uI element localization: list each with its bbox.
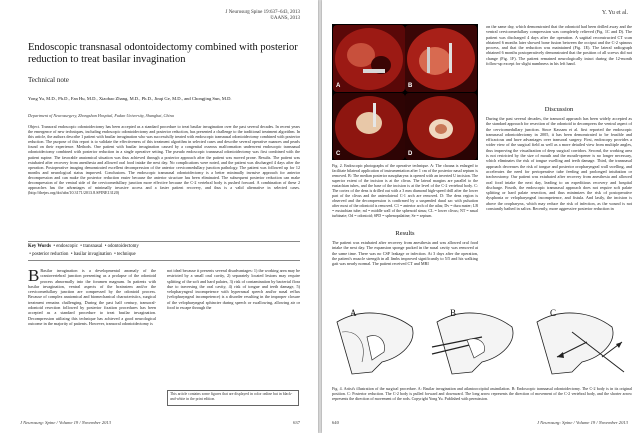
article-title: Endoscopic transnasal odontoidectomy combined with posterior reduction to treat basilar invagination <box>28 42 298 65</box>
affiliation: Department of Neurosurgery, Zhongshan Hospital, Fudan University, Shanghai, China <box>28 113 174 118</box>
endoscopic-image <box>405 25 477 92</box>
article-subtitle: Technical note <box>28 76 69 84</box>
endoscopic-photo-c <box>333 93 405 160</box>
results-text: The patient was extubated after recovery from anesthesia and was allowed oral food intake the next day. The expansion sponge packed in the nasal cavity was removed at the same time. There was no CSF leakage or infection. At 3 days after the operation, the patient's muscle strength in all limbs improved significantly to 5/5 and his walking gait was nearly normal. The patient received CT and MRI <box>332 240 478 267</box>
body-column-1 <box>28 268 156 413</box>
figure-2-caption: Fig. 2. Endoscopic photographs of the operative technique. A: The choana is enlarged to facilitate bilateral application of instrumentation after 1 cm of the posterior nasal septum is removed. B: The median posterior nasopharynx is opened with an inverted U incision. The superior extent of the incision is at the clivus. The lateral margins are parallel to the eustachian tubes, and the base of the incision is at the level of the C-2 vertebral body. C: The cortex of the dens is drilled out with a 3 mm diamond high-speed drill after the lower part of the clivus and the anterolateral C-1 arch are removed. D: The dens region is observed and the decompression is confirmed by a suspended dural sac with pulsation after most of the odontoid is removed. C1 = anterior arch of the atlas; Dv = dura mater; LB = eustachian tube; ml = middle wall of the sphenoid sinus; CL = lower clivus; NT = nasal turbinate; Od = odontoid; SPD = sphenopalatine; Se = septum. <box>332 163 478 218</box>
right-page <box>322 0 640 433</box>
illustration-panel-b <box>432 308 513 374</box>
footer-journal: J Neurosurg: Spine / Volume 19 / November 2013 <box>20 420 112 425</box>
left-page <box>0 0 318 433</box>
endoscopic-image <box>333 93 405 160</box>
discussion-heading: Discussion <box>544 106 574 113</box>
photo-label: A <box>336 83 341 89</box>
body-text-col2: not ideal because it presents several disadvantages: 1) the working area may be restricted by a small oral cavity, 2) separately located lesions may require splitting of the soft and hard palates, 3) risk of contamination by bacterial flora due to traversing the oral cavity, 4) risk of tongue and teeth damage, 5) velopharyngeal incompetence with hypernasal speech and/or nasal reflux (velopharyngeal incompetence) is a disorder resulting in the improper closure of the velopharyngeal sphincter during speech or swallowing, allowing air or food to escape through the <box>167 268 300 311</box>
photo-label: C <box>336 151 341 157</box>
endoscopic-photo-a <box>333 25 405 92</box>
keyword: basilar invagination <box>73 252 112 257</box>
page-number: 640 <box>332 420 339 425</box>
surgical-illustration <box>332 302 632 384</box>
keyword: odontoidectomy <box>107 244 139 249</box>
footer-journal: J Neurosurg: Spine / Volume 19 / November 2013 <box>536 420 628 425</box>
endoscopic-image <box>333 25 405 92</box>
endoscopic-image <box>405 93 477 160</box>
journal-citation: J Neurosurg Spine 19:637–643, 2013 <box>225 10 300 15</box>
results-heading: Results <box>395 230 415 237</box>
body-text-col1: Basilar invagination is a developmental anomaly of the craniovertebral junction presenting as a prolapse of the odontoid process abnormally into the foramen magnum. In patients with basilar invagination, ventral aspects of the brainstem and/or the cervicomedullary junction are compressed by the odontoid process. Because of complex anatomical and biomechanical characteristics, surgical treatment remains challenging. During the past half century, transoral-odontoid resection followed by posterior fixation procedures has been accepted as a standard procedure to treat basilar invagination. Decompression utilizing this technique has achieved a good neurological outcome in the majority of patients. However, transoral odontoidectomy is <box>28 268 156 326</box>
body-column-2 <box>167 268 300 386</box>
right-column-text-top: on the same day, which demonstrated that the odontoid had been drilled away and the ventral cervicomedullary compression was completely relieved (Fig. 1C and D). The patient was discharged 4 days after the operation. A sagittal reconstructed CT scan obtained 6 months later showed bone fusion between the occiput and the C-2 spinous process, and that the reduction was maintained (Fig. 1E). The lateral radiograph obtained 6 months postoperatively demonstrated that the position of all screws did not change (Fig. 1F). The patient remained neurologically intact during the 12-month follow-up except for slight numbness in his left hand. <box>486 24 632 67</box>
keyword: technique <box>116 252 136 257</box>
color-figure-note: This article contains some figures that are displayed in color online but in black-and-white in the print edition. <box>167 390 299 406</box>
diagram-label: B <box>450 308 457 318</box>
illustration-panel-a <box>337 308 413 374</box>
endoscopic-photo-grid <box>332 24 478 160</box>
discussion-text: During the past several decades, the transoral approach has been widely accepted as the standard approach for resection of the odontoid to decompress the ventral aspect of the cervicomedullary junction. Since Kassam et al. first reported the endoscopic transnasal odontoidectomy in 2005, it has been demonstrated to be feasible and efficacious and have advantages over transoral surgery. First, endoscopy provides a wider view of the surgical field as well as a more detailed view from multiple angles, thus improving the visualization of deep surgical corridors. Second, the working area is not restricted by the size of mouth and the mouth-opener is no longer necessary, which eliminates the risk of tongue swelling and teeth damage. Third, the transnasal approach decreases the risk of tongue and posterior oropharyngeal wall swelling, and accelerates the need for perioperative tube feeding and prolonged intubation or tracheostomy. Our patient was extubated after recovery from anesthesia and allowed oral food intake the next day, leading to an expeditious recovery and hospital discharge. Fourth, the endoscopic transnasal approach does not require soft palate splitting or hard palate resection, and thus minimizes the risk of postoperative dysphonia or velopharyngeal incompetence, and fistula. And lastly, the incision is above the oropharynx, which may reduce the risk of infection, as the wound is not constantly bathed in saliva. Recently, more aggressive posterior reduction in <box>486 116 632 212</box>
endoscopic-photo-b <box>405 25 477 92</box>
figure-4-caption: Fig. 4. Artist's illustration of the surgical procedure. A: Basilar invagination and atlantooccipital assimilation. B: Endoscopic transnasal odontoidectomy. The C-2 body is in its original position. C: Posterior reduction. The C-2 body is pulled forward and downward. The long arrow represents the direction of movement of the C-2 vertebral body, and the shorter arrow represents the direction of movement of the rods. Copyright Yong Yu. Published with permission. <box>332 386 632 401</box>
copyright-line: ©AANS, 2013 <box>270 16 300 21</box>
photo-label: B <box>408 83 413 89</box>
keyword: posterior reduction <box>32 252 69 257</box>
author-list: Yong Yu, M.D., Ph.D., Fan Hu, M.D., Xiaobao Zhang, M.D., Ph.D., Jinqi Ge, M.D., and Chongjing Sun, M.D. <box>28 96 232 101</box>
journal-header <box>226 10 301 22</box>
running-header: Y. Yu et al. <box>601 10 628 16</box>
page-number: 637 <box>293 420 300 425</box>
drop-cap: B <box>28 268 40 285</box>
diagram-label: C <box>550 308 557 318</box>
keywords-label: Key Words <box>28 244 51 249</box>
keyword: endoscopic <box>56 244 78 249</box>
keywords-bar: Key Words • endoscopic • transnasal • odontoidectomy • posterior reduction • basilar invagination • technique <box>28 241 300 261</box>
diagram-label: A <box>350 308 357 318</box>
illustration-panel-c <box>537 308 624 374</box>
keyword: transnasal <box>83 244 103 249</box>
endoscopic-photo-d <box>405 93 477 160</box>
photo-label: D <box>408 151 413 157</box>
abstract: Object. Transoral endoscopic odontoidectomy has been accepted as a standard procedure to treat basilar invagination over the past several decades. In recent years the emergence of new techniques, including endoscopic odontoidectomy and posterior reduction, has presented a challenge to the traditional treatment algorithm. In this article, the authors describe 1 patient with basilar invagination who was successfully treated with endoscopic transnasal odontoidectomy combined with posterior reduction. The purpose of this report is to validate the effectiveness of this treatment algorithm in selected cases and describe several operative nuances and pearls found on their experience. Methods. One patient with basilar invagination caused by a congenital osseous malformation underwent endoscopic transnasal odontoidectomy combined with posterior reduction in a single operative setting. The pseudo endoscopic transnasal odontoidectomy was first combined with the patient supine. The favorable anatomical situation was thus achieved through a posterior approach after the patient was moved prone. Results. The patient was extubated after recovery from anesthesia and allowed oral food intake the next day. No complications were noted, and the patient was discharged 4 days after the operation. Postoperative imaging demonstrated excellent decompression of the anterior cervicomedullary junction pathology. The patient was followed up for 12 months and neurological status improved. Conclusions. The endoscopic transnasal odontoidectomy is a better minimally invasive approach for anterior decompression and can make the posterior reduction easier because the anterior structure has been eliminated. The subsequent posterior reduction can make decompression of the ventral side of the cervicomedullary junction more effective because the C-2 vertebral body is pushed forward. A combination of these 2 approaches has the advantages of minimally invasive access and a faster patient recovery, and thus is a valid alternative in selected cases. (http://thejns.org/doi/abs/10.3171/2013.8.SPINE13120) <box>28 124 300 196</box>
